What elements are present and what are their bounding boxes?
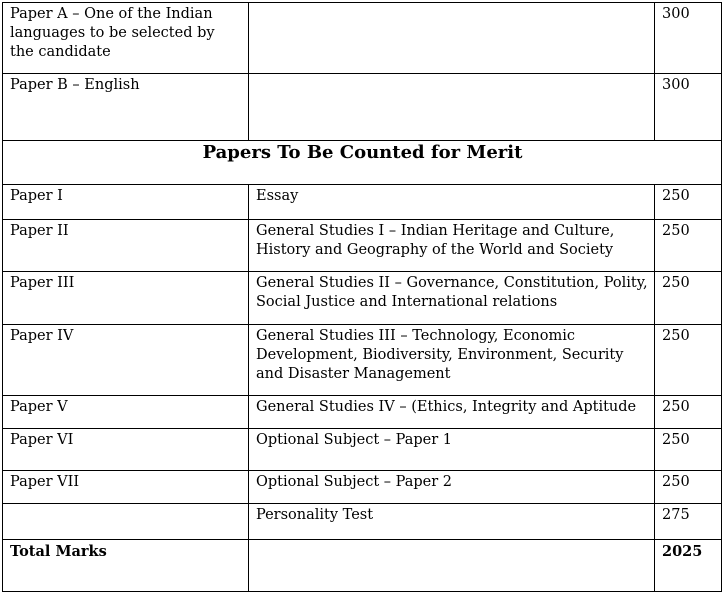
paper-cell: Paper IV (3, 325, 249, 396)
marks-table (2, 2, 722, 592)
total-row (3, 540, 722, 592)
subject-cell (249, 74, 655, 141)
subject-cell: Essay (249, 185, 655, 220)
marks-cell: 250 (655, 220, 722, 272)
marks-cell: 250 (655, 471, 722, 504)
subject-cell: Optional Subject – Paper 2 (249, 471, 655, 504)
subject-cell: Optional Subject – Paper 1 (249, 429, 655, 471)
section-heading: Papers To Be Counted for Merit (3, 141, 722, 185)
marks-cell: 250 (655, 429, 722, 471)
paper-cell: Paper V (3, 396, 249, 429)
subject-cell (249, 540, 655, 592)
total-marks: 2025 (655, 540, 722, 592)
subject-cell (249, 3, 655, 74)
table-row (3, 504, 722, 540)
table-row (3, 471, 722, 504)
table-row (3, 429, 722, 471)
paper-cell (3, 504, 249, 540)
subject-cell: General Studies I – Indian Heritage and Culture, History and Geography of the World and Society (249, 220, 655, 272)
marks-cell: 250 (655, 185, 722, 220)
subject-cell: General Studies III – Technology, Economic Development, Biodiversity, Environment, Security and Disaster Management (249, 325, 655, 396)
subject-cell: General Studies IV – (Ethics, Integrity and Aptitude (249, 396, 655, 429)
table-row (3, 74, 722, 141)
marks-cell: 300 (655, 3, 722, 74)
paper-cell: Paper II (3, 220, 249, 272)
paper-cell: Paper I (3, 185, 249, 220)
marks-cell: 275 (655, 504, 722, 540)
subject-cell: General Studies II – Governance, Constitution, Polity, Social Justice and International relations (249, 272, 655, 325)
paper-cell: Paper VI (3, 429, 249, 471)
subject-cell: Personality Test (249, 504, 655, 540)
paper-cell: Paper III (3, 272, 249, 325)
marks-cell: 250 (655, 272, 722, 325)
paper-cell: Paper B – English (3, 74, 249, 141)
marks-cell: 300 (655, 74, 722, 141)
table-row (3, 3, 722, 74)
table-row (3, 185, 722, 220)
table-row (3, 325, 722, 396)
table-row (3, 396, 722, 429)
table-row (3, 272, 722, 325)
marks-cell: 250 (655, 325, 722, 396)
total-label: Total Marks (3, 540, 249, 592)
paper-cell: Paper VII (3, 471, 249, 504)
section-heading-row (3, 141, 722, 185)
table-row (3, 220, 722, 272)
marks-cell: 250 (655, 396, 722, 429)
paper-cell: Paper A – One of the Indian languages to be selected by the candidate (3, 3, 249, 74)
